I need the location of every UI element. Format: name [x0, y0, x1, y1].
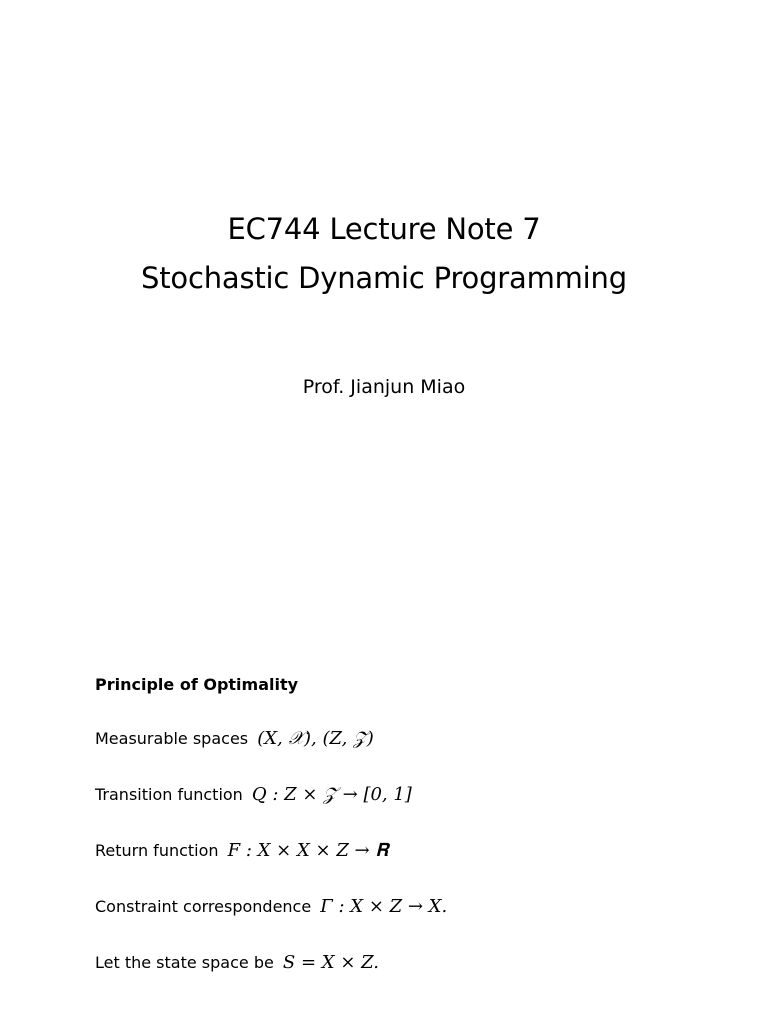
principle-of-optimality-section	[95, 674, 715, 1008]
line-math: Γ : X × Z → X.	[320, 896, 448, 917]
section-heading: Principle of Optimality	[95, 675, 299, 694]
line-math: S = X × Z.	[282, 952, 380, 973]
line-text: Constraint correspondence	[95, 897, 312, 916]
line-text: Measurable spaces	[95, 729, 249, 748]
line-math: F : X × X × Z → 𝐑	[227, 840, 389, 861]
measurable-spaces-line	[95, 728, 715, 750]
title-line-2: Stochastic Dynamic Programming	[141, 261, 627, 295]
line-math: (X, 𝒳), (Z, 𝒵)	[257, 728, 374, 749]
author-name: Prof. Jianjun Miao	[302, 376, 466, 398]
document-title	[0, 205, 768, 303]
line-text: Let the state space be	[95, 953, 274, 972]
line-text: Transition function	[95, 785, 243, 804]
state-space-line	[95, 952, 715, 974]
title-line-1: EC744 Lecture Note 7	[227, 212, 541, 246]
line-math: Q : Z × 𝒵 → [0, 1]	[251, 784, 412, 805]
return-function-line	[95, 840, 715, 862]
constraint-correspondence-line	[95, 896, 715, 918]
line-text: Return function	[95, 841, 219, 860]
transition-function-line	[95, 784, 715, 806]
